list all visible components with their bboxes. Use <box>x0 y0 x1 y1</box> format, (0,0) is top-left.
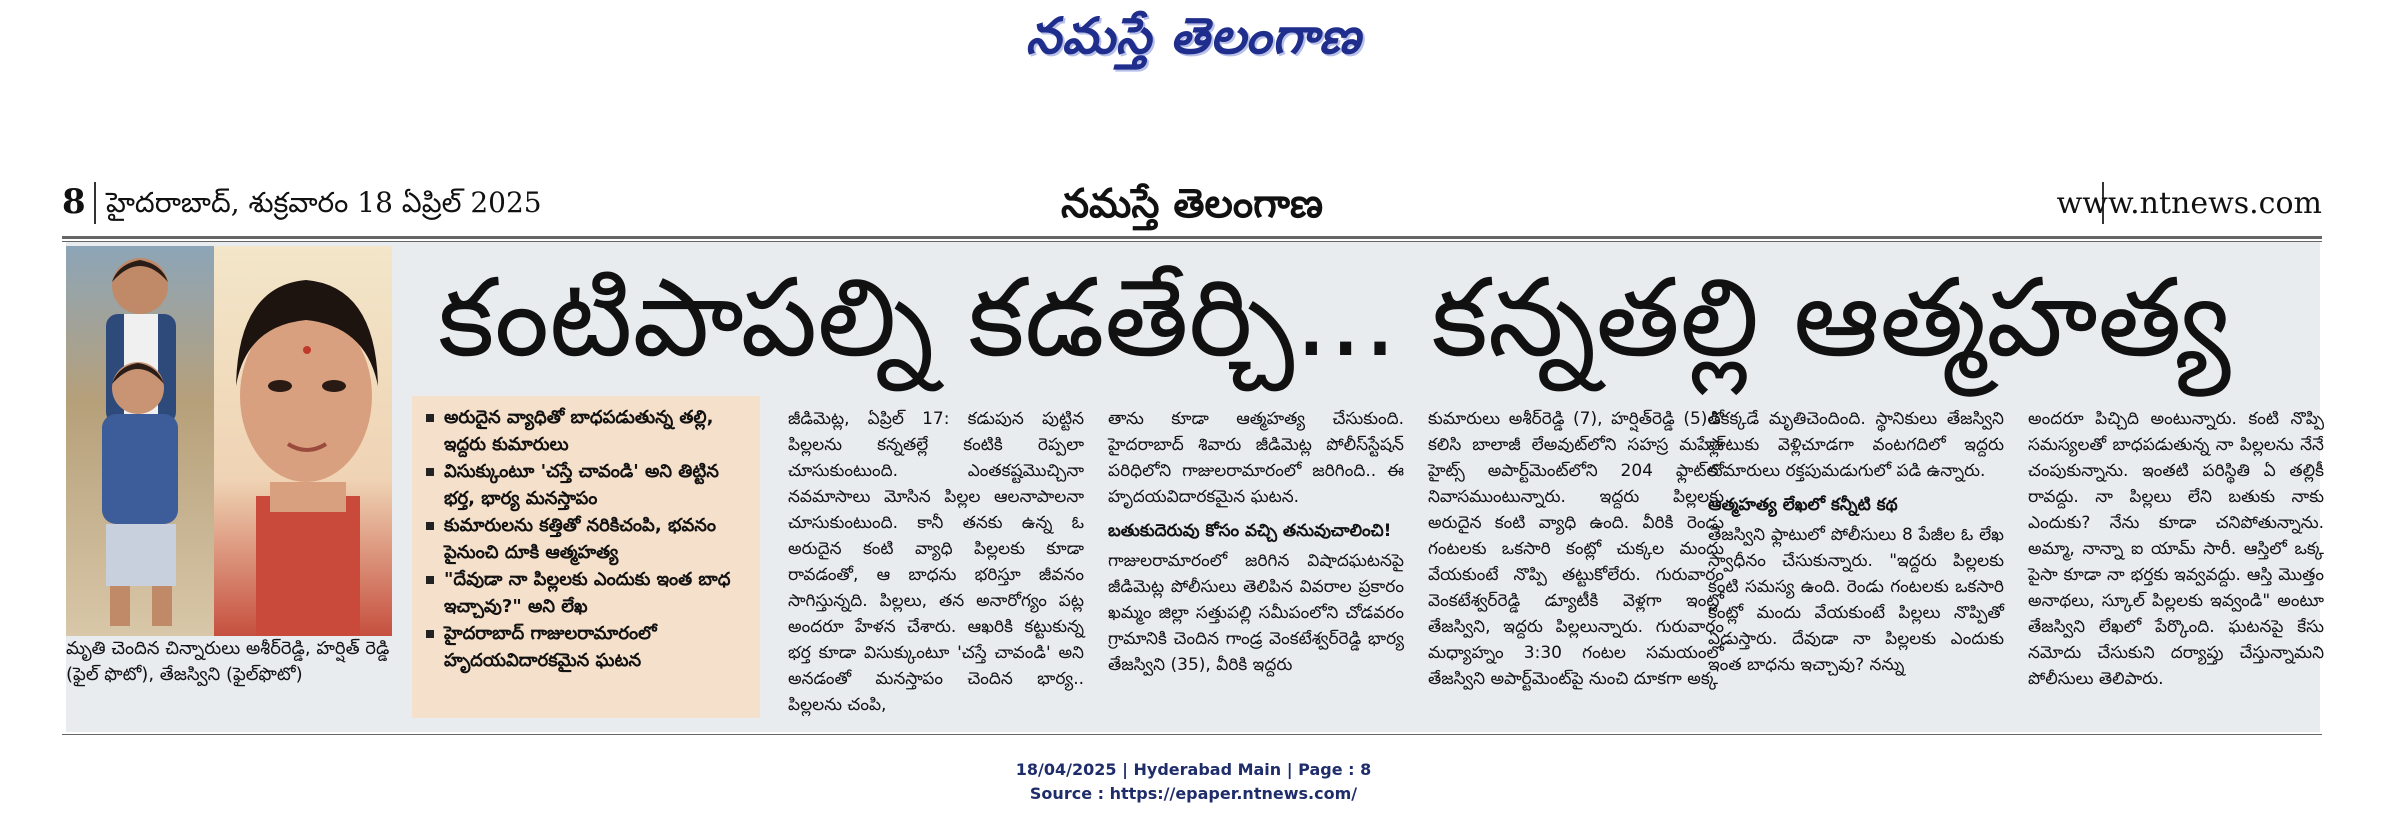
edition-line: 18/04/2025 | Hyderabad Main | Page : 8 <box>1015 760 1372 779</box>
highlights-box <box>412 396 760 718</box>
website-link[interactable]: www.ntnews.com <box>2056 186 2322 221</box>
highlight-item: అరుదైన వ్యాధితో బాధపడుతున్న తల్లి, ఇద్దరు కుమారులు <box>424 404 754 458</box>
headline: కంటిపాపల్ని కడతేర్చి... కన్నతల్లి ఆత్మహత్య <box>438 256 2231 381</box>
masthead-logo <box>0 0 2387 78</box>
photo-illustration <box>66 246 392 636</box>
article-column-4 <box>1708 406 2004 678</box>
column-paragraph: డికక్కడే మృతిచెందింది. స్థానికులు తేజస్విని ఫ్లాటుకు వెళ్లిచూడగా వంటగదిలో ఇద్దరు కుమారులు రక్తపుమడుగులో పడి ఉన్నారు. <box>1708 409 2004 481</box>
highlight-item: కుమారులను కత్తితో నరికిచంపి, భవనం పైనుంచి దూకి ఆత్మహత్య <box>424 512 754 566</box>
photo-caption: మృతి చెందిన చిన్నారులు అశీర్‌రెడ్డి, హర్షిత్ రెడ్డి (ఫైల్ ఫొటో), తేజస్విని (ఫైల్‌ఫొటో) <box>66 638 390 685</box>
article-column-2 <box>1108 406 1404 678</box>
dateline: హైదరాబాద్, శుక్రవారం 18 ఏప్రిల్ 2025 <box>106 186 542 219</box>
article-bottom-rule <box>62 734 2322 735</box>
column-subheading: బతుకుదెరువు కోసం వచ్చి తనువుచాలించి! <box>1108 521 1392 541</box>
column-paragraph: కుమారులు అశీర్‌రెడ్డి (7), హర్షిత్‌రెడ్డి (5)తో కలిసి బాలాజీ లేఅవుట్‌లోని సహస్ర మహేశ్ హైట్స్ అపార్ట్‌మెంట్‌లోని 204 ఫ్లాట్‌లో నివాసముంటున్నారు. ఇద్దరు పిల్లలకు అరుదైన కంటి వ్యాధి ఉంది. వీరికి రెండు గంటలకు ఒకసారి కంట్లో చుక్కల మందు వేయకుంటే నొప్పి తట్టుకోలేరు. గురువారం వెంకటేశ్వర్‌రెడ్డి డ్యూటీకి వెళ్లగా ఇంట్లో తేజస్విని, ఇద్దరు పిల్లలున్నారు. గురువారం మధ్యాహ్నం 3:30 గంటల సమయంలో తేజస్విని అపార్ట్‌మెంట్‌పై నుంచి దూకగా అక్క <box>1428 409 1724 689</box>
column-subheading: ఆత్మహత్య లేఖలో కన్నీటి కథ <box>1708 495 1898 515</box>
article-photo <box>66 246 392 636</box>
column-paragraph: తేజస్విని ఫ్లాటులో పోలీసులు 8 పేజీల ఓ లేఖ స్వాధీనం చేసుకున్నారు. "ఇద్దరు పిల్లలకు కంటి సమస్య ఉంది. రెండు గంటలకు ఒకసారి కంట్లో మందు వేయకుంటే పిల్లలు నొప్పితో ఏడుస్తారు. దేవుడా నా పిల్లలకు ఎందుకు ఇంత బాధను ఇచ్చావు? నన్ను <box>1708 525 2004 675</box>
source-link[interactable]: Source : https://epaper.ntnews.com/ <box>1029 784 1358 803</box>
paper-title: నమస్తే తెలంగాణ <box>1060 180 1324 227</box>
column-paragraph: తాను కూడా ఆత్మహత్య చేసుకుంది. హైదరాబాద్ శివారు జీడిమెట్ల పోలీస్‌స్టేషన్ పరిధిలోని గాజులరామారంలో జరిగింది.. ఈ హృదయవిదారకమైన ఘటన. <box>1108 409 1404 507</box>
column-paragraph: జీడిమెట్ల, ఏప్రిల్ 17: కడుపున పుట్టిన పిల్లలను కన్నతల్లే కంటికి రెప్పలా చూసుకుంటుంది. ఎంతకష్టమొచ్చినా నవమాసాలు మోసిన పిల్లల ఆలనాపాలనా చూసుకుంటుంది. కానీ తనకు ఉన్న ఓ అరుదైన కంటి వ్యాధి పిల్లలకు కూడా రావడంతో, ఆ బాధను భరిస్తూ జీవనం సాగిస్తున్నది. పిల్లలు, తన అనారోగ్యం పట్ల అందరూ హేళన చేశారు. ఆఖరికి కట్టుకున్న భర్త కూడా విసుక్కుంటూ 'చస్తే చావండి' అని అనడంతో మనస్తాపం చెందిన భార్య.. పిల్లలను చంపి, <box>788 409 1084 715</box>
article <box>66 242 2324 732</box>
column-paragraph: గాజులరామారంలో జరిగిన విషాదఘటనపై జీడిమెట్ల పోలీసులు తెలిపిన వివరాల ప్రకారం ఖమ్మం జిల్లా సత్తుపల్లి సమీపంలోని చోడవరం గ్రామానికి చెందిన గాండ్ర వెంకటేశ్వర్‌రెడ్డి భార్య తేజస్విని (35), వీరికి ఇద్దరు <box>1108 551 1404 675</box>
page-number: 8 <box>62 182 86 222</box>
highlight-item: "దేవుడా నా పిల్లలకు ఎందుకు ఇంత బాధ ఇచ్చావు?" అని లేఖ <box>424 566 754 620</box>
highlight-item: హైదరాబాద్ గాజులరామారంలో హృదయవిదారకమైన ఘటన <box>424 620 754 674</box>
article-column-1 <box>788 406 1084 718</box>
column-paragraph: అందరూ పిచ్చిది అంటున్నారు. కంటి నొప్పి సమస్యలతో బాధపడుతున్న నా పిల్లలను నేనే చంపుకున్నాను. ఇంతటి పరిస్థితి ఏ తల్లికీ రావద్దు. నా పిల్లలు లేని బతుకు నాకు ఎందుకు? నేను కూడా చనిపోతున్నాను. అమ్మా, నాన్నా ఐ యామ్ సారీ. ఆస్తిలో ఒక్క పైసా కూడా నా భర్తకు ఇవ్వవద్దు. ఆస్తి మొత్తం అనాథలు, స్కూల్ పిల్లలకు ఇవ్వండి" అంటూ తేజస్విని లేఖలో పేర్కొంది. ఘటనపై కేసు నమోదు చేసుకుని దర్యాప్తు చేస్తున్నామని పోలీసులు తెలిపారు. <box>2028 409 2324 689</box>
article-column-3 <box>1428 406 1724 692</box>
highlight-item: విసుక్కుంటూ 'చస్తే చావండి' అని తిట్టిన భర్త, భార్య మనస్తాపం <box>424 458 754 512</box>
page-header <box>62 176 2322 232</box>
header-rule <box>62 236 2322 239</box>
article-column-5 <box>2028 406 2324 692</box>
masthead-logo-text: నమస్తే తెలంగాణ <box>1025 6 1362 65</box>
